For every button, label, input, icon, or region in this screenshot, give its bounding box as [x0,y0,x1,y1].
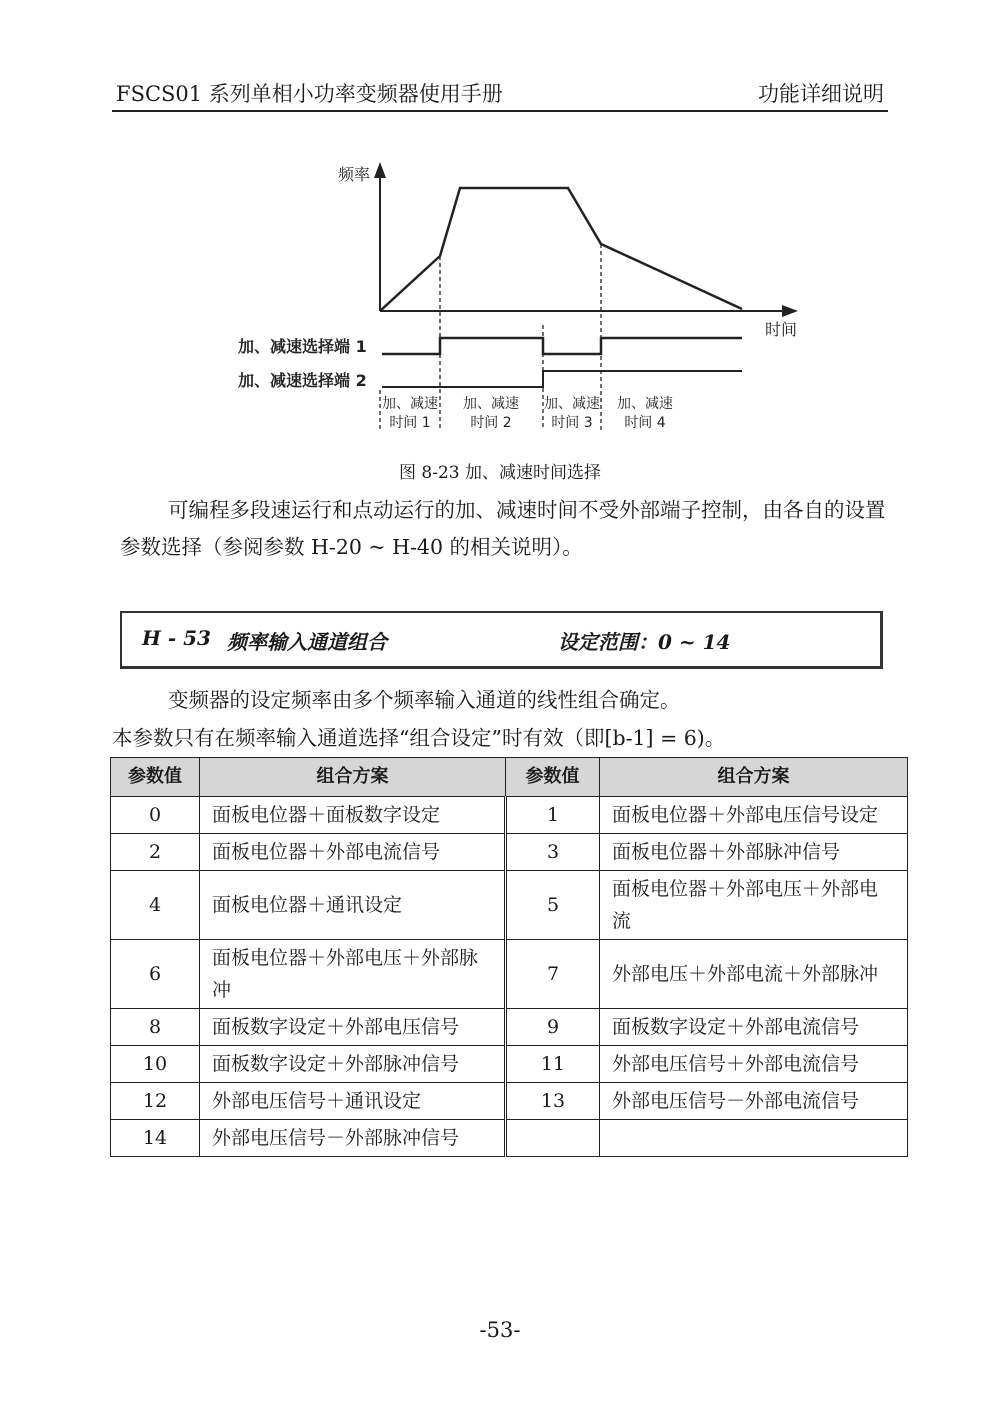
paragraph-condition: 本参数只有在频率输入通道选择“组合设定”时有效（即[b-1] = 6)。 [112,726,726,750]
table-cell: 0 [111,797,200,834]
table-row [111,1120,908,1157]
table-cell: 3 [506,834,600,871]
table-cell: 外部电压＋外部电流＋外部脉冲 [600,940,908,1009]
paragraph-description: 变频器的设定频率由多个频率输入通道的线性组合确定。 [168,688,681,712]
page-header [112,76,888,112]
segment2-line2: 时间 2 [470,415,512,431]
table-cell: 10 [111,1046,200,1083]
signal2-waveform [382,371,742,387]
table-cell: 面板电位器＋外部脉冲信号 [600,834,908,871]
table-cell: 6 [111,940,200,1009]
segment4-line2: 时间 4 [624,415,666,431]
table-header-row [111,758,908,797]
parameter-name: 频率输入通道组合 [227,630,387,654]
segment3-line1: 加、减速 [544,396,600,412]
table-row [111,1046,908,1083]
table-cell: 12 [111,1083,200,1120]
table-cell: 4 [111,871,200,940]
table-cell: 外部电压信号＋外部电流信号 [600,1046,908,1083]
col-header-value: 参数值 [111,758,200,797]
table-cell: 14 [111,1120,200,1157]
parameter-code: H - 53 [142,626,211,650]
col-header-scheme: 组合方案 [200,758,506,797]
table-cell [506,1120,600,1157]
table-row [111,834,908,871]
col-header-scheme: 组合方案 [600,758,908,797]
figure-caption: 图 8-23 加、减速时间选择 [399,463,601,483]
paragraph-accel-note: 可编程多段速运行和点动运行的加、减速时间不受外部端子控制，由各自的设置参数选择（参阅参数 H-20 ~ H-40 的相关说明）。 [120,498,886,559]
table-row [111,940,908,1009]
table-row [111,871,908,940]
col-header-value: 参数值 [506,758,600,797]
parameter-range: 设定范围：0 ~ 14 [558,630,731,654]
table-cell [600,1120,908,1157]
frequency-curve [380,188,742,311]
table-cell: 外部电压信号－外部电流信号 [600,1083,908,1120]
table-cell: 7 [506,940,600,1009]
y-axis-label: 频率 [338,165,371,184]
table-cell: 面板数字设定＋外部脉冲信号 [200,1046,506,1083]
table-row [111,797,908,834]
signal1-label: 加、减速选择端 1 [238,337,367,356]
x-axis-label: 时间 [765,320,798,339]
table-cell: 面板电位器＋外部电流信号 [200,834,506,871]
x-axis-arrow-icon [782,305,798,317]
signal1-waveform [382,338,742,354]
table-cell: 8 [111,1009,200,1046]
table-row [111,1083,908,1120]
y-axis-arrow-icon [374,162,386,178]
table-cell: 1 [506,797,600,834]
accel-decel-figure [230,150,810,440]
table-cell: 5 [506,871,600,940]
segment1-line1: 加、减速 [382,396,438,412]
table-cell: 面板电位器＋外部电压信号设定 [600,797,908,834]
combination-table [110,757,908,1157]
signal2-label: 加、减速选择端 2 [238,371,367,390]
parameter-heading-box [120,611,883,669]
table-cell: 9 [506,1009,600,1046]
table-cell: 面板电位器＋面板数字设定 [200,797,506,834]
table-cell: 面板数字设定＋外部电压信号 [200,1009,506,1046]
page-number: -53- [479,1318,521,1342]
table-cell: 面板电位器＋外部电压＋外部电流 [600,871,908,940]
table-row [111,1009,908,1046]
segment4-line1: 加、减速 [617,396,673,412]
table-cell: 外部电压信号－外部脉冲信号 [200,1120,506,1157]
table-cell: 13 [506,1083,600,1120]
table-cell: 2 [111,834,200,871]
table-cell: 11 [506,1046,600,1083]
segment3-line2: 时间 3 [551,415,593,431]
section-title: 功能详细说明 [758,82,884,106]
table-cell: 外部电压信号＋通讯设定 [200,1083,506,1120]
table-cell: 面板电位器＋外部电压＋外部脉冲 [200,940,506,1009]
table-cell: 面板数字设定＋外部电流信号 [600,1009,908,1046]
segment1-line2: 时间 1 [389,415,431,431]
segment2-line1: 加、减速 [463,396,519,412]
table-cell: 面板电位器＋通讯设定 [200,871,506,940]
manual-title: FSCS01 系列单相小功率变频器使用手册 [116,82,503,106]
